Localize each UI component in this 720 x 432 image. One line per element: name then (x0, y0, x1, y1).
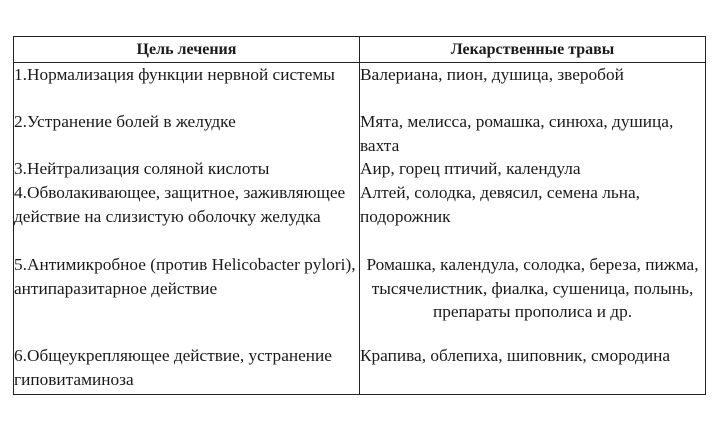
medicinal-herbs-cell: Ромашка, календула, солодка, береза, пижма, тысячелистник, фиалка, сушеница, полынь, препараты прополиса и др. (360, 253, 706, 344)
header-treatment-goal: Цель лечения (14, 37, 360, 63)
table-row (14, 157, 706, 181)
table-row (14, 63, 706, 111)
treatment-goal-cell: 4.Обволакивающее, защитное, заживляющее действие на слизистую оболочку желудка (14, 181, 360, 253)
medicinal-herbs-cell: Аир, горец птичий, календула (360, 157, 706, 181)
table-row (14, 253, 706, 344)
medicinal-herbs-cell: Крапива, облепиха, шиповник, смородина (360, 344, 706, 395)
table-row (14, 344, 706, 395)
header-medicinal-herbs: Лекарственные травы (360, 37, 706, 63)
treatment-goal-cell: 6.Общеукрепляющее действие, устранение гиповитаминоза (14, 344, 360, 395)
medicinal-herbs-cell: Мята, мелисса, ромашка, синюха, душица, вахта (360, 110, 706, 157)
medicinal-herbs-cell: Алтей, солодка, девясил, семена льна, подорожник (360, 181, 706, 253)
table-row (14, 181, 706, 253)
table-row (14, 110, 706, 157)
treatment-goal-cell: 1.Нормализация функции нервной системы (14, 63, 360, 111)
treatment-goal-cell: 2.Устранение болей в желудке (14, 110, 360, 157)
treatment-goal-cell: 5.Антимикробное (против Helicobacter pylori), антипаразитарное действие (14, 253, 360, 344)
herbal-treatment-table (13, 36, 706, 395)
table-header-row (14, 37, 706, 63)
treatment-goal-cell: 3.Нейтрализация соляной кислоты (14, 157, 360, 181)
medicinal-herbs-cell: Валериана, пион, душица, зверобой (360, 63, 706, 111)
